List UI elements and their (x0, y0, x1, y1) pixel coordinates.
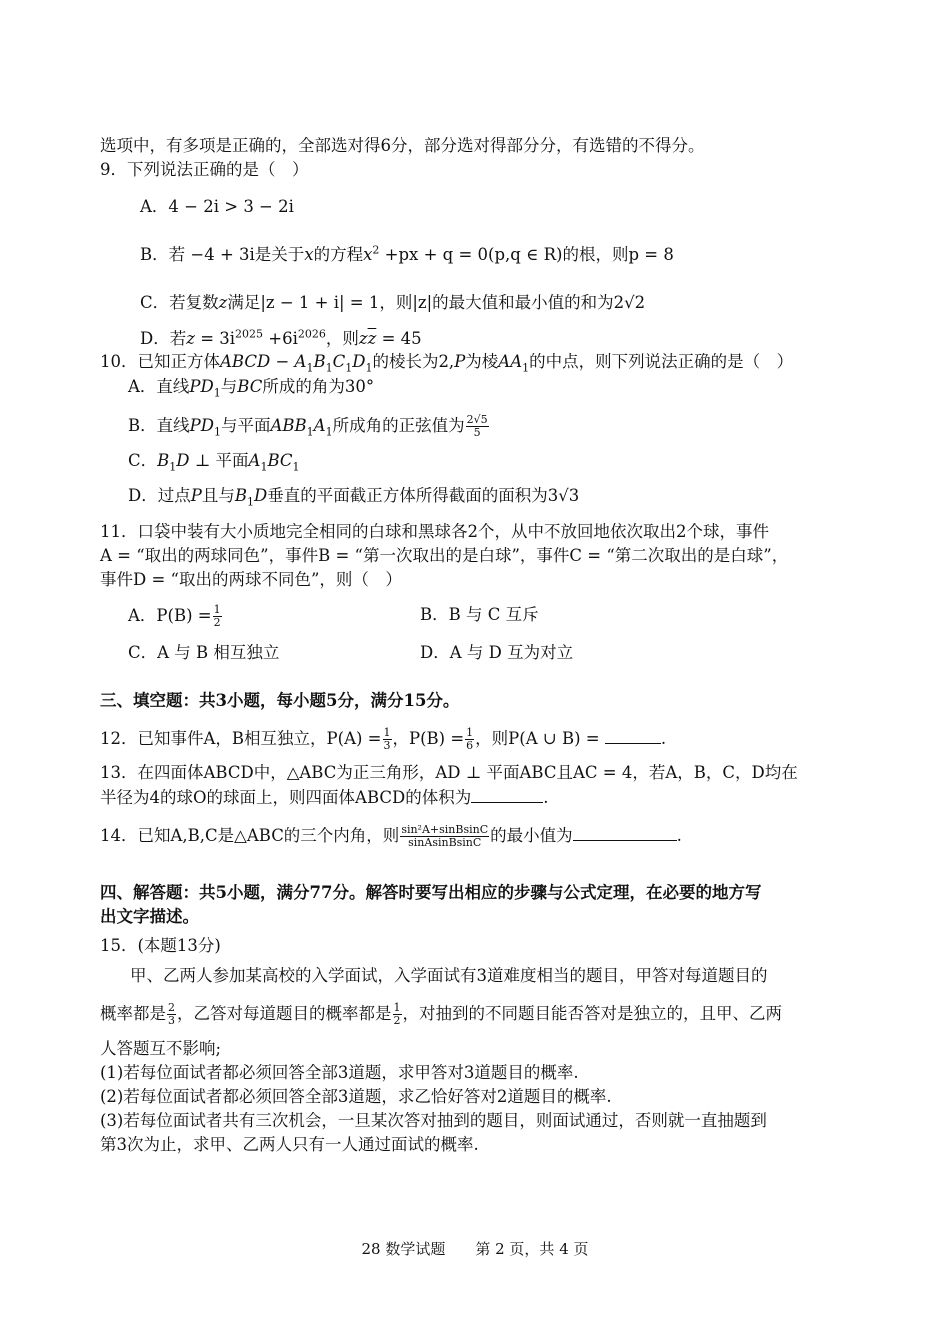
q11-stem-line3: 事件D = “取出的两球不同色”，则（ ） (100, 570, 402, 589)
q9-option-d: D．若$z = 3i^{2025} +6i^{2026}$，则$z\overline{z} = 45$ (140, 327, 422, 348)
q11-stem-line1: 11．口袋中装有大小质地完全相同的白球和黑球各2个，从中不放回地依次取出2个球，事件 (100, 522, 769, 541)
q10-option-c: C．$B_1D$ ⊥ 平面$A_1BC_1$ (128, 451, 300, 474)
q13-line2: 半径为4的球O的球面上，则四面体ABCD的体积为 . (100, 788, 549, 807)
q10-stem: 10．已知正方体ABCD − $A_1B_1C_1D_1$的棱长为2,P为棱$AA_1$的中点，则下列说法正确的是（ ） (100, 352, 794, 375)
q15-para-line2: 概率都是 $\frac{2}{3}$ ，乙答对每道题目的概率都是 $\frac{1}{2}$ ，对抽到的不同题目能否答对是独立的，且甲、乙两 (100, 1001, 782, 1027)
section-4-heading-cont: 出文字描述。 (100, 907, 199, 926)
q13-line1: 13．在四面体ABCD中，△ABC为正三角形，AD ⊥ 平面ABC且AC = 4，若A，B，C，D均在 (100, 763, 798, 782)
section-3-heading: 三、填空题：共3小题，每小题5分，满分15分。 (100, 691, 460, 710)
q10-option-d: D．过点P且与$B_1D$垂直的平面截正方体所得截面的面积为3√3 (128, 486, 580, 509)
q15-sub-3-cont: 第3次为止，求甲、乙两人只有一人通过面试的概率. (100, 1135, 479, 1154)
q15-para-line1: 甲、乙两人参加某高校的入学面试，入学面试有3道难度相当的题目，甲答对每道题目的 (130, 966, 768, 985)
q9-option-c: C．若复数z满足|z − 1 + i| = 1，则|z|的最大值和最小值的和为2√2 (140, 293, 646, 312)
q15-para-line3: 人答题互不影响; (100, 1039, 222, 1058)
q11-option-c: C．A 与 B 相互独立 (128, 643, 280, 662)
q15-heading: 15．(本题13分) (100, 936, 221, 955)
q9-stem: 9．下列说法正确的是（ ） (100, 160, 309, 179)
q13-answer-blank (471, 786, 543, 803)
q14-answer-blank (573, 824, 677, 841)
q12: 12．已知事件A，B相互独立，P(A) = $\frac{1}{3}$ ，P(B) = $\frac{1}{6}$ ，则P(A ∪ B) = . (100, 726, 667, 752)
q11-option-b: B．B 与 C 互斥 (420, 605, 539, 624)
q11-option-a: A．P(B) = $\frac{1}{2}$ (128, 603, 221, 629)
q12-answer-blank (605, 727, 661, 744)
q14: 14．已知A,B,C是△ABC的三个内角，则 $\frac{\text{sin²A+sinBsinC}}{\text{sinAsinBsinC}}$ 的最小值为 . (100, 823, 682, 849)
q9-option-b: B．若 −4 + 3i是关于x的方程$x^2 +px + q = 0(p,q$ ∈ R)的根，则p = 8 (140, 243, 674, 264)
q10-option-b: B．直线$PD_1$与平面$ABB_1A_1$所成角的正弦值为 $\frac{2√5}{5}$ (128, 413, 488, 439)
section-4-heading: 四、解答题：共5小题，满分77分。解答时要写出相应的步骤与公式定理，在必要的地方写 (100, 883, 762, 902)
instruction-line: 选项中，有多项是正确的，全部选对得6分，部分选对得部分分，有选错的不得分。 (100, 136, 705, 155)
page-footer: 28 数学试题 第 2 页，共 4 页 (361, 1240, 589, 1258)
q11-option-d: D．A 与 D 互为对立 (420, 643, 574, 662)
q10-option-a: A．直线$PD_1$与BC所成的角为30° (128, 377, 375, 400)
q15-sub-2: (2)若每位面试者都必须回答全部3道题，求乙恰好答对2道题目的概率. (100, 1087, 612, 1106)
q15-sub-3: (3)若每位面试者共有三次机会，一旦某次答对抽到的题目，则面试通过，否则就一直抽题到 (100, 1111, 767, 1130)
q11-stem-line2: A = “取出的两球同色”，事件B = “第一次取出的是白球”，事件C = “第二次取出的是白球”， (100, 546, 789, 565)
q9-option-a: A．4 − 2i > 3 − 2i (140, 197, 294, 216)
q15-sub-1: (1)若每位面试者都必须回答全部3道题，求甲答对3道题目的概率. (100, 1063, 579, 1082)
